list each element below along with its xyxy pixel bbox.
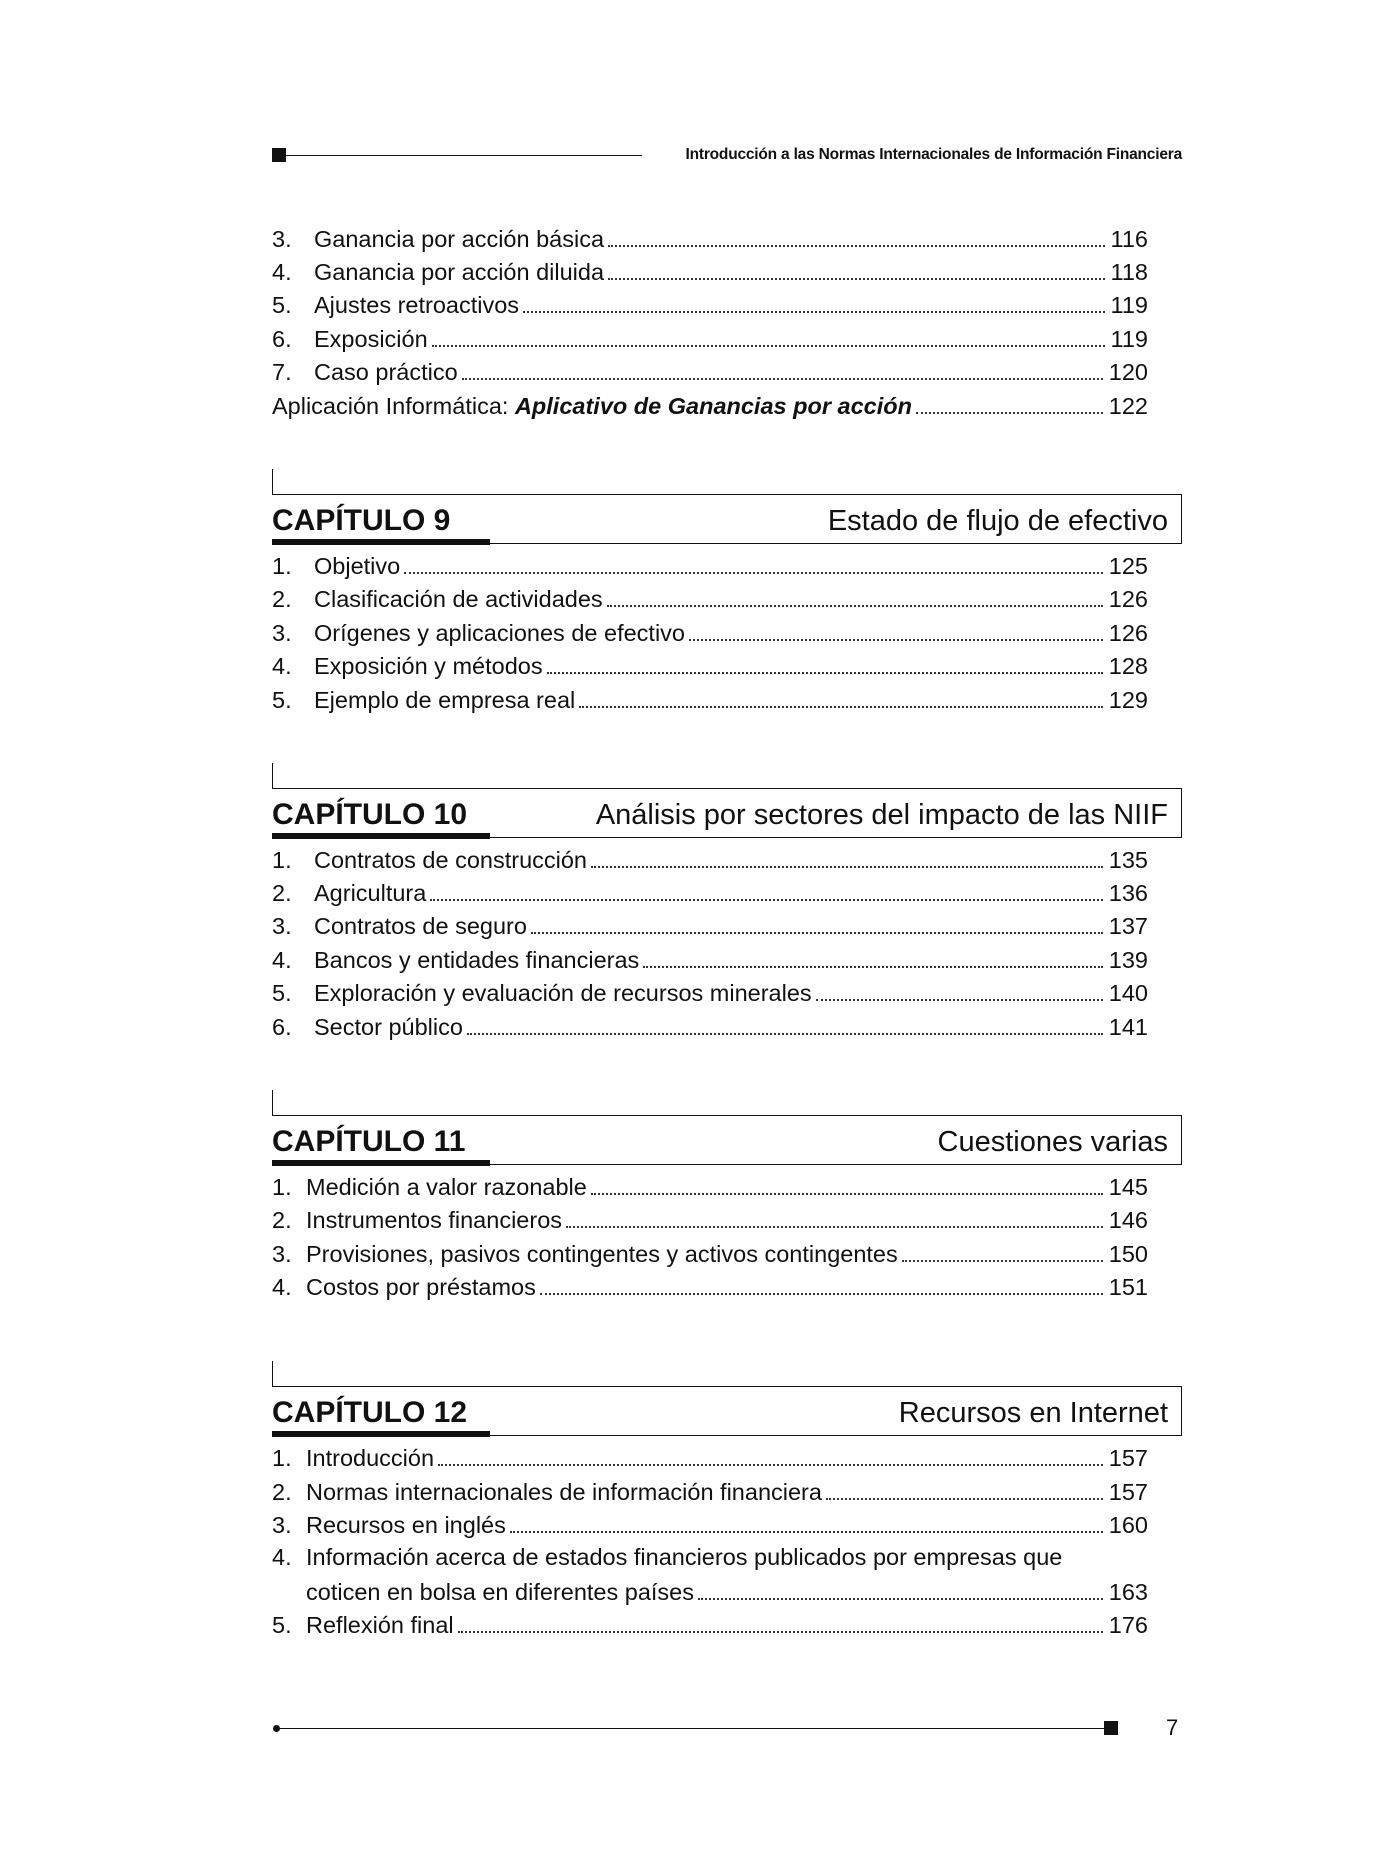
toc-entry-number: 6. xyxy=(272,1014,292,1040)
toc-entry-page: 126 xyxy=(1108,620,1148,646)
toc-entry-page: 122 xyxy=(1108,393,1148,419)
toc-entry-page: 150 xyxy=(1108,1241,1148,1267)
toc-dot-leader xyxy=(591,1192,1103,1195)
toc-entry-title: Bancos y entidades financieras xyxy=(314,947,640,973)
toc-entry-page: 146 xyxy=(1108,1207,1148,1233)
chapter-label: CAPÍTULO 9 xyxy=(272,504,451,537)
footer-square-ornament xyxy=(1104,1721,1118,1735)
toc-dot-leader xyxy=(826,1497,1103,1500)
heading-underline-bar xyxy=(272,833,490,839)
heading-frame-bottom xyxy=(490,837,1182,838)
toc-entry-title: Ejemplo de empresa real xyxy=(314,687,576,713)
toc-entry xyxy=(272,909,1148,941)
toc-dot-leader xyxy=(523,310,1104,313)
toc-dot-leader xyxy=(608,244,1105,247)
toc-dot-leader xyxy=(916,411,1103,414)
toc-entry-page: 120 xyxy=(1108,359,1148,385)
aplicacion-title: Aplicativo de Ganancias por acción xyxy=(514,393,912,419)
toc-entry xyxy=(272,1203,1148,1235)
heading-frame-bottom xyxy=(490,1435,1182,1436)
toc-entry-title: Contratos de construcción xyxy=(314,847,588,873)
toc-entry-page: 157 xyxy=(1108,1479,1148,1505)
toc-entry xyxy=(272,1270,1148,1302)
toc-entry-page: 145 xyxy=(1108,1174,1148,1200)
toc-dot-leader xyxy=(608,277,1105,280)
toc-dot-leader xyxy=(458,1630,1103,1633)
heading-frame-right xyxy=(1181,1386,1182,1436)
toc-entry-page: 160 xyxy=(1108,1512,1148,1538)
toc-entry-number: 3. xyxy=(272,620,292,646)
toc-entry xyxy=(272,222,1148,254)
heading-frame-right xyxy=(1181,1115,1182,1165)
toc-dot-leader xyxy=(579,705,1103,708)
toc-entry xyxy=(272,649,1148,681)
chapter-label: CAPÍTULO 10 xyxy=(272,798,468,831)
toc-entry-title: Ganancia por acción diluida xyxy=(314,259,605,285)
toc-entry-number: 1. xyxy=(272,847,292,873)
toc-entry-page: 163 xyxy=(1108,1579,1148,1605)
toc-dot-leader xyxy=(816,998,1103,1001)
toc-entry-number: 5. xyxy=(272,1612,292,1638)
toc-dot-leader xyxy=(540,1292,1103,1295)
toc-dot-leader xyxy=(510,1530,1103,1533)
toc-entry-title: Ganancia por acción básica xyxy=(314,226,605,252)
header-rule xyxy=(286,155,642,156)
toc-entry-page: 119 xyxy=(1110,292,1148,318)
toc-entry-number: 7. xyxy=(272,359,292,385)
toc-entry-title: Medición a valor razonable xyxy=(306,1174,587,1200)
toc-entry-number: 2. xyxy=(272,880,292,906)
toc-entry-number: 2. xyxy=(272,1207,292,1233)
toc-entry-number: 5. xyxy=(272,980,292,1006)
chapter-heading xyxy=(272,1090,1182,1165)
heading-frame-right xyxy=(1181,494,1182,544)
toc-entry xyxy=(272,255,1148,287)
toc-entry-number: 1. xyxy=(272,553,292,579)
toc-entry xyxy=(272,843,1148,875)
toc-entry-page: 129 xyxy=(1108,687,1148,713)
toc-entry-title: Exploración y evaluación de recursos minerales xyxy=(314,980,812,1006)
toc-entry xyxy=(272,288,1148,320)
toc-entry-number: 3. xyxy=(272,913,292,939)
toc-entry xyxy=(272,1475,1148,1507)
toc-entry-page: 136 xyxy=(1108,880,1148,906)
toc-dot-leader xyxy=(902,1259,1103,1262)
toc-entry-title: Instrumentos financieros xyxy=(306,1207,563,1233)
toc-entry-page: 157 xyxy=(1108,1445,1148,1471)
toc-entry-title: Sector público xyxy=(314,1014,463,1040)
toc-entry-number: 4. xyxy=(272,653,292,679)
toc-entry-number: 2. xyxy=(272,1479,292,1505)
chapter-heading xyxy=(272,763,1182,838)
toc-entry xyxy=(272,616,1148,648)
toc-entry-number: 2. xyxy=(272,586,292,612)
heading-frame-right xyxy=(1181,788,1182,838)
toc-entry-number: 6. xyxy=(272,326,292,352)
toc-entry xyxy=(272,322,1148,354)
toc-entry xyxy=(272,683,1148,715)
toc-entry-page: 128 xyxy=(1108,653,1148,679)
chapter-label: CAPÍTULO 12 xyxy=(272,1396,468,1429)
toc-dot-leader xyxy=(430,898,1102,901)
toc-entry xyxy=(272,976,1148,1008)
toc-entry-page: 139 xyxy=(1108,947,1148,973)
chapter-name: Cuestiones varias xyxy=(937,1126,1168,1158)
heading-frame-top xyxy=(272,1386,1182,1387)
toc-entry-number: 4. xyxy=(272,1544,292,1570)
heading-underline-bar xyxy=(272,539,490,545)
toc-entry-title: Información acerca de estados financieros publicados por empresas que xyxy=(306,1544,1063,1570)
toc-entry-title: Normas internacionales de información financiera xyxy=(306,1479,822,1505)
heading-frame-bottom xyxy=(490,543,1182,544)
heading-frame-top xyxy=(272,1115,1182,1116)
toc-entry-title: Caso práctico xyxy=(314,359,458,385)
toc-dot-leader xyxy=(698,1597,1103,1600)
toc-entry-title: Costos por préstamos xyxy=(306,1274,536,1300)
toc-entry-page: 137 xyxy=(1108,913,1148,939)
toc-entry xyxy=(272,582,1148,614)
chapter-name: Estado de flujo de efectivo xyxy=(827,505,1168,537)
toc-entry-page: 126 xyxy=(1108,586,1148,612)
toc-entry-number: 5. xyxy=(272,292,292,318)
toc-entry-number: 3. xyxy=(272,1512,292,1538)
toc-entry-number: 3. xyxy=(272,226,292,252)
heading-tick xyxy=(272,1090,273,1116)
heading-underline-bar xyxy=(272,1160,490,1166)
toc-entry-title: Orígenes y aplicaciones de efectivo xyxy=(314,620,685,646)
toc-entry-title: Clasificación de actividades xyxy=(314,586,603,612)
chapter-name: Análisis por sectores del impacto de las NIIF xyxy=(595,799,1168,831)
toc-entry-first-line xyxy=(272,1542,1062,1572)
chapter-label: CAPÍTULO 11 xyxy=(272,1125,466,1158)
toc-entry-number: 4. xyxy=(272,947,292,973)
toc-entry xyxy=(272,1608,1148,1640)
heading-frame-top xyxy=(272,788,1182,789)
chapter-heading xyxy=(272,1361,1182,1436)
heading-underline-bar xyxy=(272,1431,490,1437)
toc-entry xyxy=(272,943,1148,975)
heading-tick xyxy=(272,1361,273,1387)
heading-tick xyxy=(272,469,273,495)
toc-entry-number: 3. xyxy=(272,1241,292,1267)
toc-entry-page: 151 xyxy=(1108,1274,1148,1300)
toc-dot-leader xyxy=(607,604,1103,607)
toc-entry-title: Objetivo xyxy=(314,553,401,579)
toc-dot-leader xyxy=(404,571,1103,574)
toc-entry-title: Ajustes retroactivos xyxy=(314,292,520,318)
toc-entry-page: 118 xyxy=(1110,259,1148,285)
toc-dot-leader xyxy=(531,931,1103,934)
toc-dot-leader xyxy=(432,344,1105,347)
toc-entry-page: 140 xyxy=(1108,980,1148,1006)
toc-entry-number: 1. xyxy=(272,1445,292,1471)
toc-entry-number: 4. xyxy=(272,1274,292,1300)
toc-entry-title: Exposición y métodos xyxy=(314,653,543,679)
chapter-name: Recursos en Internet xyxy=(898,1397,1168,1429)
toc-entry xyxy=(272,1170,1148,1202)
toc-entry xyxy=(272,876,1148,908)
toc-entry-title: Exposición xyxy=(314,326,428,352)
toc-entry xyxy=(272,1508,1148,1540)
page-number: 7 xyxy=(1166,1715,1179,1740)
toc-entry xyxy=(272,549,1148,581)
heading-tick xyxy=(272,763,273,789)
toc-entry xyxy=(272,1010,1148,1042)
toc-entry-title: Provisiones, pasivos contingentes y activos contingentes xyxy=(306,1241,898,1267)
toc-entry xyxy=(272,1237,1148,1269)
toc-entry xyxy=(272,355,1148,387)
toc-entry-title: Introducción xyxy=(306,1445,435,1471)
toc-entry xyxy=(272,1441,1148,1473)
toc-entry-title: coticen en bolsa en diferentes países xyxy=(306,1579,695,1605)
toc-dot-leader xyxy=(467,1032,1103,1035)
running-header-title: Introducción a las Normas Internacionales de Información Financiera xyxy=(685,146,1182,163)
header-square-ornament xyxy=(272,148,286,162)
aplicacion-prefix: Aplicación Informática: xyxy=(272,393,515,419)
chapter-heading xyxy=(272,469,1182,544)
toc-dot-leader xyxy=(643,965,1102,968)
toc-entry-page: 125 xyxy=(1108,553,1148,579)
toc-entry-page: 176 xyxy=(1108,1612,1148,1638)
toc-entry-title: Contratos de seguro xyxy=(314,913,527,939)
toc-entry-page: 141 xyxy=(1108,1014,1148,1040)
toc-entry-page: 119 xyxy=(1110,326,1148,352)
toc-dot-leader xyxy=(566,1225,1103,1228)
toc-entry-continuation xyxy=(272,1575,1148,1607)
toc-entry-title: Agricultura xyxy=(314,880,427,906)
heading-frame-top xyxy=(272,494,1182,495)
toc-dot-leader xyxy=(689,638,1103,641)
footer-rule xyxy=(278,1728,1104,1729)
toc-dot-leader xyxy=(462,377,1103,380)
toc-entry-number: 4. xyxy=(272,259,292,285)
toc-entry-page: 135 xyxy=(1108,847,1148,873)
toc-dot-leader xyxy=(547,671,1103,674)
toc-entry-title: Reflexión final xyxy=(306,1612,454,1638)
heading-frame-bottom xyxy=(490,1164,1182,1165)
toc-entry-page: 116 xyxy=(1110,226,1148,252)
toc-dot-leader xyxy=(438,1463,1103,1466)
toc-entry-title: Recursos en inglés xyxy=(306,1512,506,1538)
toc-entry-number: 5. xyxy=(272,687,292,713)
toc-entry-number: 1. xyxy=(272,1174,292,1200)
toc-dot-leader xyxy=(591,865,1103,868)
toc-entry-aplicacion xyxy=(272,389,1148,421)
